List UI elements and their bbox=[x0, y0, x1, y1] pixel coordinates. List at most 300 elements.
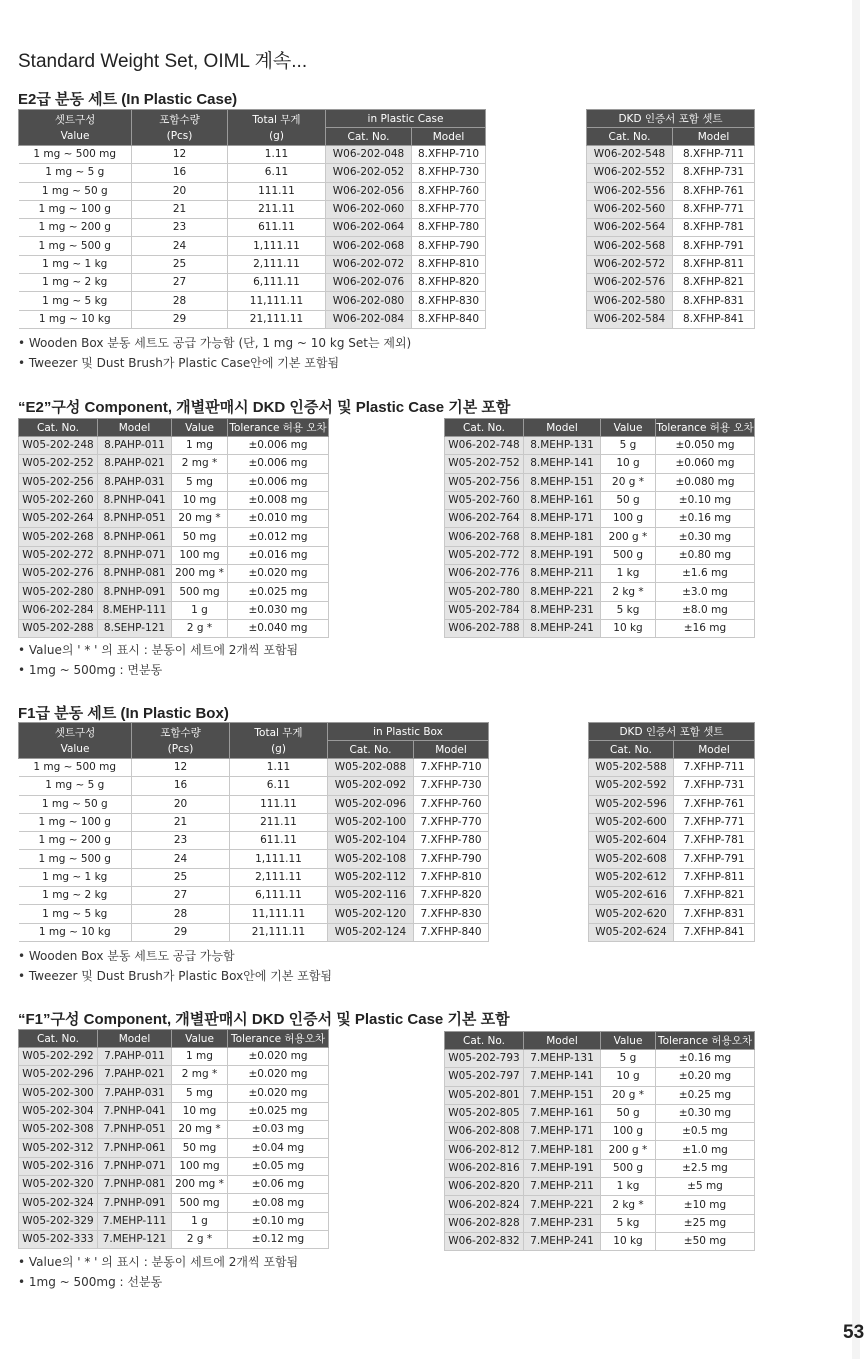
table-row bbox=[19, 923, 489, 941]
col-header-model: Model bbox=[673, 128, 755, 146]
tolerance-cell: ±3.0 mg bbox=[656, 583, 755, 601]
cat-no-cell: W05-202-256 bbox=[19, 473, 98, 491]
table-row bbox=[19, 1102, 329, 1120]
f1-comp-note-2: • 1mg ~ 500mg : 선분동 bbox=[18, 1275, 163, 1289]
cat-no-cell: W05-202-276 bbox=[19, 565, 98, 583]
col-header-tolerance: Tolerance 허용오차 bbox=[228, 1030, 329, 1048]
value-cell: 1 kg bbox=[601, 565, 656, 583]
col-header-cat: Cat. No. bbox=[445, 1032, 524, 1050]
tolerance-cell: ±0.10 mg bbox=[656, 491, 755, 509]
cat-no-cell: W05-202-296 bbox=[19, 1066, 98, 1084]
tolerance-cell: ±0.025 mg bbox=[228, 1102, 329, 1120]
model-cell: 7.PAHP-031 bbox=[98, 1084, 172, 1102]
tolerance-cell: ±0.006 mg bbox=[228, 437, 329, 455]
model-cell: 8.XFHP-710 bbox=[412, 146, 486, 164]
table-row bbox=[445, 1159, 755, 1177]
cat-no-cell: W05-202-760 bbox=[445, 491, 524, 509]
table-row bbox=[589, 759, 755, 777]
cat-no-cell: W06-202-572 bbox=[587, 255, 673, 273]
model-cell: 7.XFHP-811 bbox=[674, 868, 755, 886]
table-row bbox=[445, 565, 755, 583]
table-row bbox=[445, 601, 755, 619]
tolerance-cell: ±0.12 mg bbox=[228, 1230, 329, 1248]
model-cell: 7.PAHP-011 bbox=[98, 1048, 172, 1066]
table-row bbox=[19, 759, 489, 777]
model-cell: 7.MEHP-111 bbox=[98, 1212, 172, 1230]
cat-no-cell: W05-202-620 bbox=[589, 905, 674, 923]
model-cell: 8.PNHP-071 bbox=[98, 546, 172, 564]
tolerance-cell: ±0.16 mg bbox=[656, 510, 755, 528]
f1-set-table bbox=[18, 722, 489, 942]
cat-no-cell: W06-202-084 bbox=[326, 310, 412, 328]
tolerance-cell: ±0.25 mg bbox=[656, 1086, 755, 1104]
table-row bbox=[587, 310, 755, 328]
cat-no-cell: W05-202-329 bbox=[19, 1212, 98, 1230]
tolerance-cell: ±5 mg bbox=[656, 1178, 755, 1196]
tolerance-cell: ±0.06 mg bbox=[228, 1176, 329, 1194]
cat-no-cell: W05-202-797 bbox=[445, 1068, 524, 1086]
cat-no-cell: W05-202-320 bbox=[19, 1176, 98, 1194]
tolerance-cell: ±0.080 mg bbox=[656, 473, 755, 491]
col-header-group: in Plastic Box bbox=[328, 723, 489, 741]
col-header-tolerance: Tolerance 허용오차 bbox=[656, 1032, 755, 1050]
value-cell: 1 mg ~ 50 g bbox=[19, 182, 132, 200]
cat-no-cell: W05-202-280 bbox=[19, 583, 98, 601]
total-cell: 6.11 bbox=[230, 777, 328, 795]
value-cell: 5 g bbox=[601, 1050, 656, 1068]
tolerance-cell: ±10 mg bbox=[656, 1196, 755, 1214]
value-cell: 1 mg bbox=[172, 1048, 228, 1066]
model-cell: 7.XFHP-791 bbox=[674, 850, 755, 868]
model-cell: 7.PNHP-091 bbox=[98, 1194, 172, 1212]
cat-no-cell: W06-202-816 bbox=[445, 1159, 524, 1177]
pcs-cell: 25 bbox=[132, 255, 228, 273]
e2-comp-title: “E2”구성 Component, 개별판매시 DKD 인증서 및 Plastic Case 기본 포함 bbox=[18, 399, 511, 416]
model-cell: 8.PNHP-041 bbox=[98, 491, 172, 509]
model-cell: 8.MEHP-241 bbox=[524, 619, 601, 637]
pcs-cell: 20 bbox=[132, 182, 228, 200]
col-header-total: Total 무게 (g) bbox=[230, 723, 328, 759]
table-row bbox=[587, 255, 755, 273]
cat-no-cell: W05-202-268 bbox=[19, 528, 98, 546]
col-header-value: 셋트구성 Value bbox=[19, 110, 132, 146]
model-cell: 7.MEHP-181 bbox=[524, 1141, 601, 1159]
value-cell: 5 g bbox=[601, 437, 656, 455]
cat-no-cell: W06-202-568 bbox=[587, 237, 673, 255]
col-header-value: Value bbox=[601, 419, 656, 437]
tolerance-cell: ±0.020 mg bbox=[228, 1084, 329, 1102]
model-cell: 8.XFHP-830 bbox=[412, 292, 486, 310]
model-cell: 7.XFHP-770 bbox=[414, 813, 489, 831]
model-cell: 8.XFHP-771 bbox=[673, 200, 755, 218]
pcs-cell: 24 bbox=[132, 237, 228, 255]
cat-no-cell: W05-202-312 bbox=[19, 1139, 98, 1157]
table-row bbox=[19, 491, 329, 509]
value-cell: 1 mg ~ 500 g bbox=[19, 850, 132, 868]
cat-no-cell: W06-202-060 bbox=[326, 200, 412, 218]
value-cell: 1 mg ~ 10 kg bbox=[19, 923, 132, 941]
value-cell: 10 g bbox=[601, 1068, 656, 1086]
cat-no-cell: W06-202-552 bbox=[587, 164, 673, 182]
table-row bbox=[589, 923, 755, 941]
value-cell: 1 mg ~ 10 kg bbox=[19, 310, 132, 328]
model-cell: 8.XFHP-730 bbox=[412, 164, 486, 182]
cat-no-cell: W05-202-264 bbox=[19, 510, 98, 528]
cat-no-cell: W06-202-556 bbox=[587, 182, 673, 200]
tolerance-cell: ±8.0 mg bbox=[656, 601, 755, 619]
total-cell: 211.11 bbox=[230, 813, 328, 831]
tolerance-cell: ±0.008 mg bbox=[228, 491, 329, 509]
model-cell: 7.PAHP-021 bbox=[98, 1066, 172, 1084]
table-row bbox=[19, 565, 329, 583]
table-row bbox=[445, 455, 755, 473]
model-cell: 7.PNHP-041 bbox=[98, 1102, 172, 1120]
table-row bbox=[19, 437, 329, 455]
table-row bbox=[589, 850, 755, 868]
col-header-cat: Cat. No. bbox=[19, 419, 98, 437]
col-header-cat: Cat. No. bbox=[445, 419, 524, 437]
pcs-cell: 23 bbox=[132, 832, 230, 850]
cat-no-cell: W05-202-596 bbox=[589, 795, 674, 813]
value-cell: 50 mg bbox=[172, 528, 228, 546]
table-row bbox=[589, 795, 755, 813]
table-row bbox=[587, 182, 755, 200]
model-cell: 8.MEHP-211 bbox=[524, 565, 601, 583]
cat-no-cell: W06-202-076 bbox=[326, 274, 412, 292]
cat-no-cell: W05-202-288 bbox=[19, 619, 98, 637]
cat-no-cell: W05-202-588 bbox=[589, 759, 674, 777]
pcs-cell: 25 bbox=[132, 868, 230, 886]
value-cell: 2 g * bbox=[172, 1230, 228, 1248]
model-cell: 7.XFHP-790 bbox=[414, 850, 489, 868]
tolerance-cell: ±0.020 mg bbox=[228, 1066, 329, 1084]
model-cell: 8.XFHP-760 bbox=[412, 182, 486, 200]
model-cell: 8.XFHP-810 bbox=[412, 255, 486, 273]
table-row bbox=[445, 1214, 755, 1232]
total-cell: 1,111.11 bbox=[230, 850, 328, 868]
model-cell: 7.XFHP-710 bbox=[414, 759, 489, 777]
tolerance-cell: ±0.006 mg bbox=[228, 473, 329, 491]
table-row bbox=[589, 905, 755, 923]
table-row bbox=[19, 619, 329, 637]
table-row bbox=[445, 619, 755, 637]
page-title: Standard Weight Set, OIML 계속... bbox=[18, 51, 308, 72]
value-cell: 10 mg bbox=[172, 491, 228, 509]
cat-no-cell: W06-202-788 bbox=[445, 619, 524, 637]
cat-no-cell: W06-202-068 bbox=[326, 237, 412, 255]
cat-no-cell: W06-202-284 bbox=[19, 601, 98, 619]
total-cell: 1.11 bbox=[230, 759, 328, 777]
cat-no-cell: W05-202-124 bbox=[328, 923, 414, 941]
table-row bbox=[445, 510, 755, 528]
table-row bbox=[445, 1141, 755, 1159]
table-row bbox=[587, 274, 755, 292]
cat-no-cell: W05-202-092 bbox=[328, 777, 414, 795]
table-row bbox=[19, 219, 486, 237]
table-row bbox=[19, 473, 329, 491]
tolerance-cell: ±50 mg bbox=[656, 1232, 755, 1250]
table-row bbox=[19, 832, 489, 850]
cat-no-cell: W05-202-304 bbox=[19, 1102, 98, 1120]
cat-no-cell: W05-202-300 bbox=[19, 1084, 98, 1102]
cat-no-cell: W05-202-292 bbox=[19, 1048, 98, 1066]
table-row bbox=[19, 274, 486, 292]
pcs-cell: 16 bbox=[132, 164, 228, 182]
tolerance-cell: ±0.050 mg bbox=[656, 437, 755, 455]
cat-no-cell: W06-202-832 bbox=[445, 1232, 524, 1250]
model-cell: 8.MEHP-131 bbox=[524, 437, 601, 455]
model-cell: 7.MEHP-231 bbox=[524, 1214, 601, 1232]
value-cell: 10 g bbox=[601, 455, 656, 473]
value-cell: 10 kg bbox=[601, 1232, 656, 1250]
tolerance-cell: ±0.03 mg bbox=[228, 1121, 329, 1139]
cat-no-cell: W06-202-824 bbox=[445, 1196, 524, 1214]
value-cell: 1 mg ~ 5 g bbox=[19, 164, 132, 182]
value-cell: 50 g bbox=[601, 1104, 656, 1122]
cat-no-cell: W06-202-776 bbox=[445, 565, 524, 583]
model-cell: 8.MEHP-161 bbox=[524, 491, 601, 509]
model-cell: 7.XFHP-810 bbox=[414, 868, 489, 886]
table-row bbox=[445, 1104, 755, 1122]
cat-no-cell: W05-202-805 bbox=[445, 1104, 524, 1122]
table-row bbox=[19, 1139, 329, 1157]
value-cell: 1 mg ~ 100 g bbox=[19, 813, 132, 831]
table-row bbox=[19, 255, 486, 273]
cat-no-cell: W05-202-104 bbox=[328, 832, 414, 850]
tolerance-cell: ±0.060 mg bbox=[656, 455, 755, 473]
tolerance-cell: ±0.05 mg bbox=[228, 1157, 329, 1175]
table-row bbox=[19, 292, 486, 310]
value-cell: 50 g bbox=[601, 491, 656, 509]
model-cell: 8.MEHP-231 bbox=[524, 601, 601, 619]
cat-no-cell: W05-202-793 bbox=[445, 1050, 524, 1068]
model-cell: 8.XFHP-820 bbox=[412, 274, 486, 292]
table-row bbox=[587, 164, 755, 182]
pcs-cell: 21 bbox=[132, 813, 230, 831]
value-cell: 1 mg ~ 50 g bbox=[19, 795, 132, 813]
total-cell: 6,111.11 bbox=[230, 887, 328, 905]
table-row bbox=[19, 1212, 329, 1230]
col-header-pcs: 포함수량 (Pcs) bbox=[132, 723, 230, 759]
pcs-cell: 23 bbox=[132, 219, 228, 237]
cat-no-cell: W05-202-324 bbox=[19, 1194, 98, 1212]
value-cell: 2 kg * bbox=[601, 1196, 656, 1214]
table-row bbox=[19, 237, 486, 255]
model-cell: 8.XFHP-781 bbox=[673, 219, 755, 237]
tolerance-cell: ±0.20 mg bbox=[656, 1068, 755, 1086]
table-row bbox=[587, 200, 755, 218]
dkd-group-header: DKD 인증서 포함 셋트 bbox=[587, 110, 755, 128]
value-cell: 200 mg * bbox=[172, 565, 228, 583]
tolerance-cell: ±0.020 mg bbox=[228, 565, 329, 583]
cat-no-cell: W06-202-576 bbox=[587, 274, 673, 292]
f1-set-note-2: • Tweezer 및 Dust Brush가 Plastic Box안에 기본 포함됨 bbox=[18, 969, 333, 983]
e2-comp-note-2: • 1mg ~ 500mg : 면분동 bbox=[18, 663, 163, 677]
f1-comp-table-left bbox=[18, 1029, 329, 1249]
total-cell: 2,111.11 bbox=[228, 255, 326, 273]
model-cell: 7.PNHP-081 bbox=[98, 1176, 172, 1194]
model-cell: 7.XFHP-840 bbox=[414, 923, 489, 941]
pcs-cell: 21 bbox=[132, 200, 228, 218]
table-row bbox=[19, 601, 329, 619]
cat-no-cell: W05-202-608 bbox=[589, 850, 674, 868]
cat-no-cell: W05-202-096 bbox=[328, 795, 414, 813]
table-row bbox=[587, 146, 755, 164]
value-cell: 2 mg * bbox=[172, 455, 228, 473]
cat-no-cell: W06-202-052 bbox=[326, 164, 412, 182]
tolerance-cell: ±0.010 mg bbox=[228, 510, 329, 528]
col-header-group: in Plastic Case bbox=[326, 110, 486, 128]
value-cell: 1 g bbox=[172, 1212, 228, 1230]
value-cell: 1 mg ~ 2 kg bbox=[19, 887, 132, 905]
model-cell: 8.PNHP-091 bbox=[98, 583, 172, 601]
table-row bbox=[19, 1176, 329, 1194]
model-cell: 7.XFHP-781 bbox=[674, 832, 755, 850]
value-cell: 10 kg bbox=[601, 619, 656, 637]
value-cell: 5 mg bbox=[172, 1084, 228, 1102]
model-cell: 7.MEHP-221 bbox=[524, 1196, 601, 1214]
model-cell: 7.XFHP-830 bbox=[414, 905, 489, 923]
table-row bbox=[445, 1086, 755, 1104]
pcs-cell: 29 bbox=[132, 310, 228, 328]
page-edge bbox=[852, 0, 860, 1359]
cat-no-cell: W05-202-088 bbox=[328, 759, 414, 777]
table-row bbox=[19, 182, 486, 200]
model-cell: 8.MEHP-151 bbox=[524, 473, 601, 491]
col-header-model: Model bbox=[674, 741, 755, 759]
model-cell: 8.XFHP-840 bbox=[412, 310, 486, 328]
value-cell: 50 mg bbox=[172, 1139, 228, 1157]
table-row bbox=[589, 868, 755, 886]
model-cell: 8.XFHP-841 bbox=[673, 310, 755, 328]
value-cell: 500 g bbox=[601, 546, 656, 564]
cat-no-cell: W05-202-592 bbox=[589, 777, 674, 795]
cat-no-cell: W05-202-752 bbox=[445, 455, 524, 473]
cat-no-cell: W05-202-624 bbox=[589, 923, 674, 941]
value-cell: 1 mg ~ 500 mg bbox=[19, 759, 132, 777]
model-cell: 8.PNHP-051 bbox=[98, 510, 172, 528]
total-cell: 1.11 bbox=[228, 146, 326, 164]
value-cell: 500 g bbox=[601, 1159, 656, 1177]
page-number: 53 bbox=[843, 1322, 864, 1343]
e2-set-table bbox=[18, 109, 486, 329]
cat-no-cell: W05-202-612 bbox=[589, 868, 674, 886]
cat-no-cell: W05-202-260 bbox=[19, 491, 98, 509]
model-cell: 8.MEHP-111 bbox=[98, 601, 172, 619]
col-header-cat: Cat. No. bbox=[328, 741, 414, 759]
value-cell: 200 g * bbox=[601, 1141, 656, 1159]
col-header-value: Value bbox=[601, 1032, 656, 1050]
model-cell: 7.XFHP-831 bbox=[674, 905, 755, 923]
table-row bbox=[19, 583, 329, 601]
model-cell: 8.XFHP-761 bbox=[673, 182, 755, 200]
e2-set-note-1: • Wooden Box 분동 세트도 공급 가능함 (단, 1 mg ~ 10 kg Set는 제외) bbox=[18, 336, 412, 350]
model-cell: 7.XFHP-761 bbox=[674, 795, 755, 813]
cat-no-cell: W05-202-308 bbox=[19, 1121, 98, 1139]
total-cell: 11,111.11 bbox=[230, 905, 328, 923]
table-row bbox=[19, 850, 489, 868]
table-row bbox=[587, 237, 755, 255]
table-row bbox=[19, 455, 329, 473]
tolerance-cell: ±0.10 mg bbox=[228, 1212, 329, 1230]
col-header-model: Model bbox=[98, 1030, 172, 1048]
model-cell: 7.XFHP-711 bbox=[674, 759, 755, 777]
table-row bbox=[445, 437, 755, 455]
value-cell: 1 mg ~ 500 mg bbox=[19, 146, 132, 164]
model-cell: 8.MEHP-181 bbox=[524, 528, 601, 546]
tolerance-cell: ±2.5 mg bbox=[656, 1159, 755, 1177]
cat-no-cell: W06-202-048 bbox=[326, 146, 412, 164]
cat-no-cell: W05-202-784 bbox=[445, 601, 524, 619]
table-row bbox=[19, 146, 486, 164]
model-cell: 8.MEHP-171 bbox=[524, 510, 601, 528]
tolerance-cell: ±0.030 mg bbox=[228, 601, 329, 619]
value-cell: 2 kg * bbox=[601, 583, 656, 601]
value-cell: 200 g * bbox=[601, 528, 656, 546]
table-row bbox=[19, 1048, 329, 1066]
cat-no-cell: W05-202-756 bbox=[445, 473, 524, 491]
total-cell: 111.11 bbox=[228, 182, 326, 200]
e2-comp-table-right bbox=[444, 418, 755, 638]
value-cell: 500 mg bbox=[172, 583, 228, 601]
f1-comp-table-right bbox=[444, 1031, 755, 1251]
cat-no-cell: W05-202-112 bbox=[328, 868, 414, 886]
table-row bbox=[445, 1232, 755, 1250]
dkd-group-header: DKD 인증서 포함 셋트 bbox=[589, 723, 755, 741]
model-cell: 8.XFHP-811 bbox=[673, 255, 755, 273]
table-row bbox=[445, 1050, 755, 1068]
total-cell: 611.11 bbox=[230, 832, 328, 850]
cat-no-cell: W05-202-780 bbox=[445, 583, 524, 601]
col-header-cat: Cat. No. bbox=[19, 1030, 98, 1048]
col-header-tolerance: Tolerance 허용 오차 bbox=[656, 419, 755, 437]
col-header-model: Model bbox=[524, 419, 601, 437]
model-cell: 7.XFHP-821 bbox=[674, 887, 755, 905]
value-cell: 20 g * bbox=[601, 473, 656, 491]
model-cell: 7.MEHP-191 bbox=[524, 1159, 601, 1177]
model-cell: 7.MEHP-171 bbox=[524, 1123, 601, 1141]
value-cell: 1 g bbox=[172, 601, 228, 619]
cat-no-cell: W05-202-120 bbox=[328, 905, 414, 923]
model-cell: 8.XFHP-790 bbox=[412, 237, 486, 255]
cat-no-cell: W06-202-812 bbox=[445, 1141, 524, 1159]
value-cell: 10 mg bbox=[172, 1102, 228, 1120]
model-cell: 7.MEHP-161 bbox=[524, 1104, 601, 1122]
model-cell: 7.MEHP-241 bbox=[524, 1232, 601, 1250]
model-cell: 7.MEHP-151 bbox=[524, 1086, 601, 1104]
cat-no-cell: W05-202-116 bbox=[328, 887, 414, 905]
tolerance-cell: ±0.04 mg bbox=[228, 1139, 329, 1157]
model-cell: 8.XFHP-791 bbox=[673, 237, 755, 255]
value-cell: 1 mg ~ 5 kg bbox=[19, 905, 132, 923]
model-cell: 7.PNHP-061 bbox=[98, 1139, 172, 1157]
cat-no-cell: W05-202-316 bbox=[19, 1157, 98, 1175]
cat-no-cell: W06-202-580 bbox=[587, 292, 673, 310]
value-cell: 1 kg bbox=[601, 1178, 656, 1196]
table-row bbox=[19, 310, 486, 328]
model-cell: 8.PAHP-031 bbox=[98, 473, 172, 491]
value-cell: 100 mg bbox=[172, 546, 228, 564]
pcs-cell: 28 bbox=[132, 292, 228, 310]
table-row bbox=[19, 164, 486, 182]
model-cell: 7.MEHP-121 bbox=[98, 1230, 172, 1248]
table-row bbox=[19, 1157, 329, 1175]
cat-no-cell: W06-202-056 bbox=[326, 182, 412, 200]
tolerance-cell: ±0.020 mg bbox=[228, 1048, 329, 1066]
e2-set-note-2: • Tweezer 및 Dust Brush가 Plastic Case안에 기본 포함됨 bbox=[18, 356, 340, 370]
f1-set-note-1: • Wooden Box 분동 세트도 공급 가능함 bbox=[18, 949, 235, 963]
value-cell: 1 mg ~ 200 g bbox=[19, 219, 132, 237]
